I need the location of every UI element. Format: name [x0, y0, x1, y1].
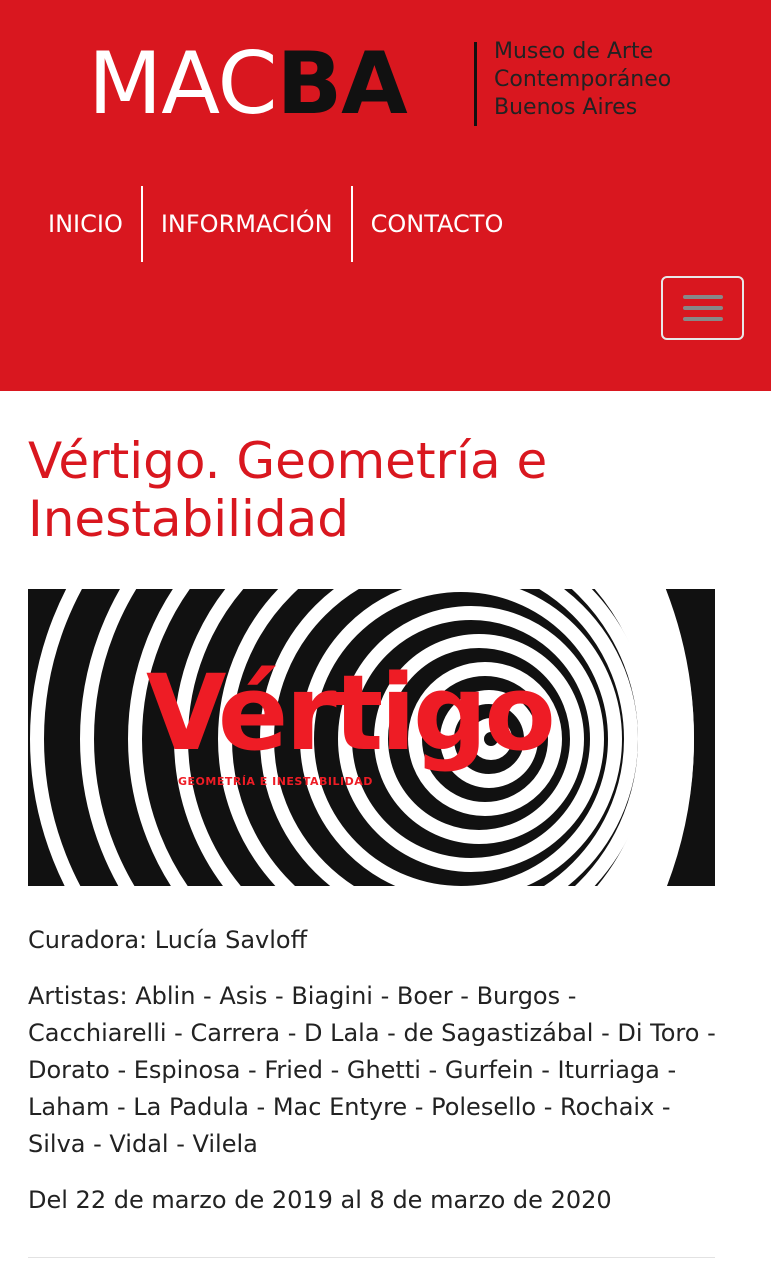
nav-item-contacto[interactable]: CONTACTO [370, 210, 504, 238]
artists-text: Artistas: Ablin - Asis - Biagini - Boer - Burgos - Cacchiarelli - Carrera - D Lala - de Sagastizábal - Di Toro - Dorato - Espinosa - Fried - Ghetti - Gurfein - Iturriaga - Laham - La Padula - Mac Entyre - Polesello - Rochaix - Silva - Vidal - Vilela [28, 982, 716, 1158]
hamburger-icon-bar [683, 317, 723, 321]
content-divider [28, 1257, 715, 1258]
exhibition-banner-image [28, 589, 715, 886]
logo-mark-dark: BA [276, 34, 407, 134]
banner-subtitle: GEOMETRÍA E INESTABILIDAD [178, 775, 373, 788]
menu-toggle-button[interactable] [661, 276, 744, 340]
exhibition-dates: Del 22 de marzo de 2019 al 8 de marzo de 2020 [28, 1186, 612, 1214]
main-nav [30, 186, 521, 262]
macba-logo[interactable] [88, 34, 688, 134]
logo-sub-line-2: Contemporáneo [494, 67, 672, 92]
logo-subtitle [494, 38, 671, 122]
page-title: Vértigo. Geometría e Inestabilidad [28, 432, 548, 548]
nav-item-inicio[interactable]: INICIO [48, 210, 123, 238]
site-header [0, 0, 771, 391]
logo-mark-light: MAC [88, 34, 277, 134]
nav-item-informacion[interactable]: INFORMACIÓN [160, 210, 333, 238]
logo-sub-line-1: Museo de Arte [494, 39, 654, 64]
logo-wordmark [88, 34, 407, 134]
hamburger-icon-bar [683, 306, 723, 310]
logo-divider [474, 42, 477, 126]
hamburger-icon [683, 295, 723, 299]
curator-text: Curadora: Lucía Savloff [28, 926, 308, 954]
logo-sub-line-3: Buenos Aires [494, 95, 638, 120]
banner-title: Vértigo [146, 652, 553, 774]
